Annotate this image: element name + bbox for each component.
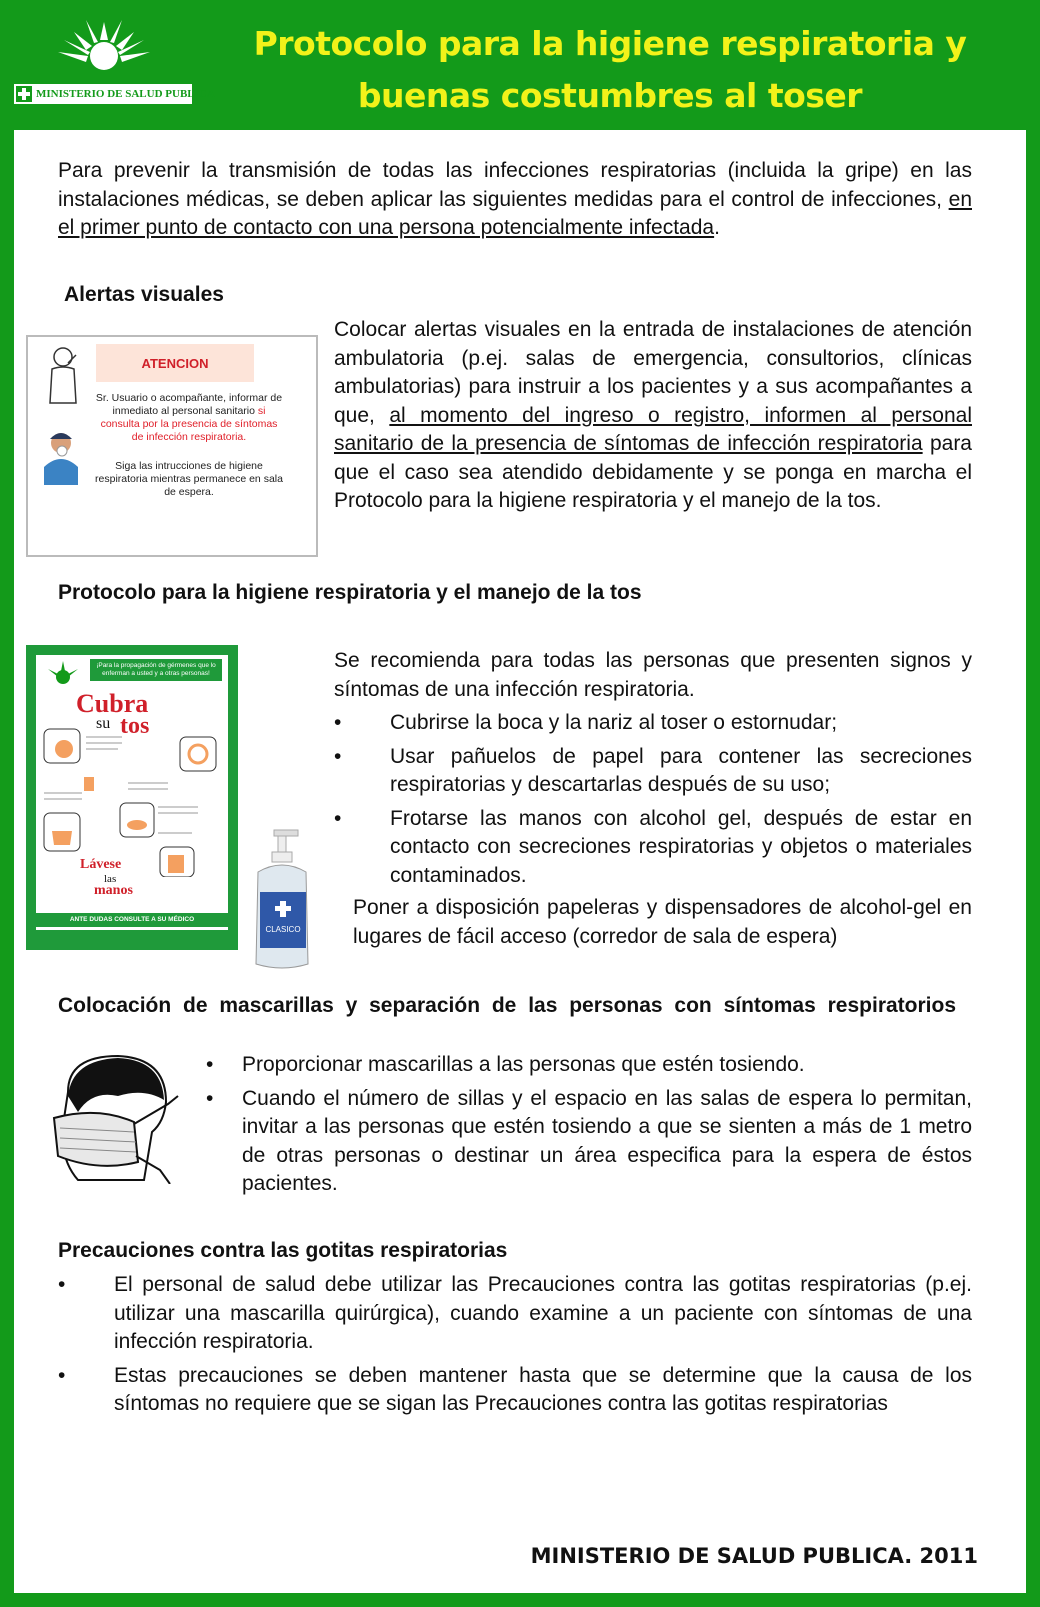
protocolo-heading: Protocolo para la higiene respiratoria y el manejo de la tos (58, 581, 642, 604)
list-item: • Estas precauciones se deben mantener hasta que se determine que la causa de los síntomas no requiere que se sigan las Precauciones contra las gotitas respiratorias (58, 1362, 972, 1419)
bottle-label: CLASICO (265, 925, 301, 934)
intro-underlined: en el primer punto de contacto con una persona potencialmente infectada (58, 187, 972, 239)
intro-end: . (714, 216, 720, 239)
alert-sign-line2: Siga las intrucciones de higiene respiratoria mientras permanece en sala de espera. (95, 460, 283, 498)
alertas-underlined: al momento del ingreso o registro, informen al personal sanitario de la presencia de síntomas de infección respiratoria (334, 403, 972, 455)
protocolo-intro: Se recomienda para todas las personas que presenten signos y síntomas de una infección respiratoria. (334, 649, 972, 701)
alertas-text: Colocar alertas visuales en la entrada de instalaciones de atención ambulatoria (p.ej. salas de emergencia, consultorios, clínicas ambulatorias) para instruir a los pacientes y a sus acompañantes a que, (334, 318, 972, 427)
intro-paragraph (58, 157, 972, 243)
poster-las: las (104, 873, 117, 885)
poster-cubra: Cubra (76, 689, 149, 718)
sneezing-person-icon (36, 427, 86, 487)
list-item: • El personal de salud debe utilizar las Precauciones contra las gotitas respiratorias (p.ej. utilizar una mascarilla quirúrgica), cuando examine a un paciente con síntomas de una infección respiratoria. (58, 1271, 972, 1357)
list-item: • Usar pañuelos de papel para contener las secreciones respiratorias y descartarlas después de su uso; (334, 743, 972, 800)
poster-banner: ¡Para la propagación de gérmenes que lo enferman a usted y a otras personas! (90, 659, 222, 681)
poster-logo-icon (40, 659, 86, 689)
mascarillas-heading: Colocación de mascarillas y separación de las personas con síntomas respiratorios (58, 994, 957, 1017)
poster-inner (36, 655, 228, 930)
alert-sign-text: Sr. Usuario o acompañante, informar de inmediato al personal sanitario (95, 392, 283, 417)
poster-manos: manos (94, 883, 133, 898)
protocolo-note: Poner a disposición papeleras y dispensadores de alcohol-gel en lugares de fácil acceso (corredor de sala de espera) (353, 896, 972, 948)
alert-sign-line1 (94, 392, 284, 444)
coughing-person-icon (38, 343, 88, 413)
page-title: Protocolo para la higiene respiratoria y buenas costumbres al toser (253, 24, 967, 115)
poster-footer: ANTE DUDAS CONSULTE A SU MÉDICO (36, 913, 228, 927)
list-item: • Frotarse las manos con alcohol gel, después de estar en contacto con secreciones respiratorias y objetos o materiales contaminados. (334, 805, 972, 891)
list-item: • Cubrirse la boca y la nariz al toser o estornudar; (334, 709, 972, 738)
alertas-heading: Alertas visuales (64, 283, 224, 306)
ministry-logo (14, 18, 215, 110)
alertas-end: para que el caso sea atendido debidamente y se ponga en marcha el Protocolo para la higiene respiratoria y el manejo de la tos. (334, 432, 972, 512)
cover-cough-poster (26, 645, 238, 950)
alertas-paragraph (334, 316, 972, 516)
poster-lavese: Lávese (80, 857, 122, 872)
alert-sign-image (26, 335, 318, 557)
footer-credit: MINISTERIO DE SALUD PUBLICA. 2011 (530, 1544, 978, 1568)
alert-title: ATENCION (96, 344, 254, 382)
poster-su: su (96, 715, 111, 732)
list-item: • Cuando el número de sillas y el espacio en las salas de espera lo permitan, invitar a las personas que estén tosiendo a que se sienten a más de 1 metro de otras personas o destinar un área especifica para la espera de éstos pacientes. (206, 1085, 972, 1199)
poster-tos: tos (120, 713, 150, 739)
intro-text: Para prevenir la transmisión de todas las infecciones respiratorias (incluida la gripe) en las instalaciones médicas, se deben aplicar las siguientes medidas para el control de infecciones, (58, 159, 972, 211)
alert-sign-text-red: si consulta por la presencia de síntomas de infección respiratoria. (100, 405, 278, 443)
mask-person-image (48, 1052, 182, 1184)
poster-illustrations (42, 727, 222, 877)
mascarillas-list (206, 1051, 972, 1204)
list-item: • Proporcionar mascarillas a las personas que estén tosiendo. (206, 1051, 972, 1080)
logo-text: MINISTERIO DE SALUD PUBLICA (36, 88, 215, 100)
protocolo-list (334, 709, 972, 895)
precauciones-heading: Precauciones contra las gotitas respiratorias (58, 1239, 508, 1262)
alcohol-gel-bottle-image (248, 828, 314, 974)
precauciones-list (58, 1271, 972, 1424)
